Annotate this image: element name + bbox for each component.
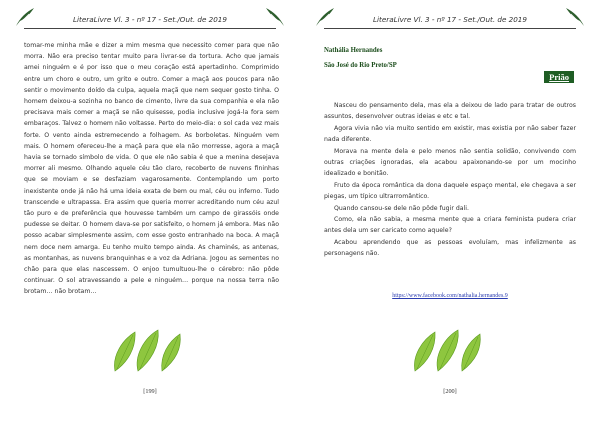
quill-feather-icon [264, 6, 286, 28]
author-location: São José do Rio Preto/SP [324, 62, 397, 69]
leaf-ornament-icon [0, 326, 300, 376]
paragraph: Quando cansou-se dele não pôde fugir dali. [334, 204, 469, 212]
paragraph: Como, ela não sabia, a mesma mente que a criara feminista pudera criar antes dela um ser caricato como aquele? [324, 216, 576, 235]
page-number: [199] [143, 388, 157, 395]
story-title: Prião [544, 71, 574, 83]
header-rule [324, 28, 576, 29]
story-text [324, 100, 576, 260]
paragraph: Morava na mente dela e pelo menos não sentia solidão, convivendo com outras criações ignoradas, ela acabou apaixonando-se por um mocinho idealizado e bonitão. [324, 147, 576, 178]
paragraph: Fruto da época romântica da dona daquele espaço mental, ele chegava a ser piegas, um típico ultrarromântico. [324, 181, 576, 201]
header-rule [24, 28, 276, 29]
paragraph: Agora vivia não via muito sentido em existir, mas existia por não saber fazer nada diferente. [324, 124, 576, 144]
right-page [300, 0, 600, 424]
author-name: Nathália Hernandes [324, 47, 383, 54]
quill-feather-icon [564, 6, 586, 28]
story-text-continued [24, 40, 279, 298]
paragraph: tomar-me minha mãe e dizer a mim mesma que necessito comer para que não morra. Não era preciso tentar muito para livrar-se da tortura. Acho que jamais amei ninguém e é por isso que o meu coração está apertadinho. Comprimido entre um choro e outro, um grito e outro. Comer a maçã aos poucos para não sentir o movimento doído da culpa, aquela maçã que nem sequer gosto tinha. O homem deixou-a sozinha no banco de cimento, livre da sua companhia e ela não precisava mais comer a maçã se não quisesse, podia inclusive jogá-la fora sem embaraços. Talvez o homem não voltasse. Perto do meio-dia: o sol cada vez mais forte. O vento ainda estremecendo a folhagem. As borboletas. Ninguém vem mais. O homem ofereceu-lhe a maçã para que ela não morresse, agora a maçã havia se tornado símbolo de vida. O que ele não sabia é que a menina desejava morrer ali mesmo. Olhando aquele céu tão claro, recoberto de nuvens fininhas que se moviam e se desfaziam vagarosamente. Contemplando um porto inexistente onde já não há uma ideia exata de bem ou mal, céu ou inferno. Tudo transcende e ultrapassa. Era assim que queria morrer acreditando num céu azul tão puro e de preferência que houvesse também um campo de girassóis onde pudesse se deitar. O homem dava-se por satisfeito, o homem já embora. Mas não posso acabar simplesmente assim, com esse gosto entranhado na boca. A maçã nem doce nem amarga. Eu tenho muito tempo ainda. As chaminés, as antenas, as montanhas, as nuvens branquinhas e a voz da Adriana. Jogou as sementes no chão para que elas nascessem. O enjoo tumultuou-lhe o cérebro: não pôde continuar. O sol atravessando a pele e ninguém… porque na nossa terra não brotam… não brotam… [24, 42, 279, 296]
journal-title: LiteraLivre Vl. 3 - nº 17 - Set./Out. de 2019 [73, 15, 227, 24]
journal-title: LiteraLivre Vl. 3 - nº 17 - Set./Out. de 2019 [373, 15, 527, 24]
page-header [10, 6, 290, 34]
paragraph: Nasceu do pensamento dela, mas ela a deixou de lado para tratar de outros assuntos, desenvolver outras ideias e etc e tal. [324, 102, 576, 121]
page-header [310, 6, 590, 34]
page-number: [200] [443, 388, 457, 395]
leaf-ornament-icon [300, 326, 600, 376]
paragraph: Acabou aprendendo que as pessoas evoluíam, mas infelizmente as personagens não. [324, 238, 576, 258]
author-facebook-link[interactable]: https://www.facebook.com/nathalia.hernandes.9 [392, 293, 508, 299]
